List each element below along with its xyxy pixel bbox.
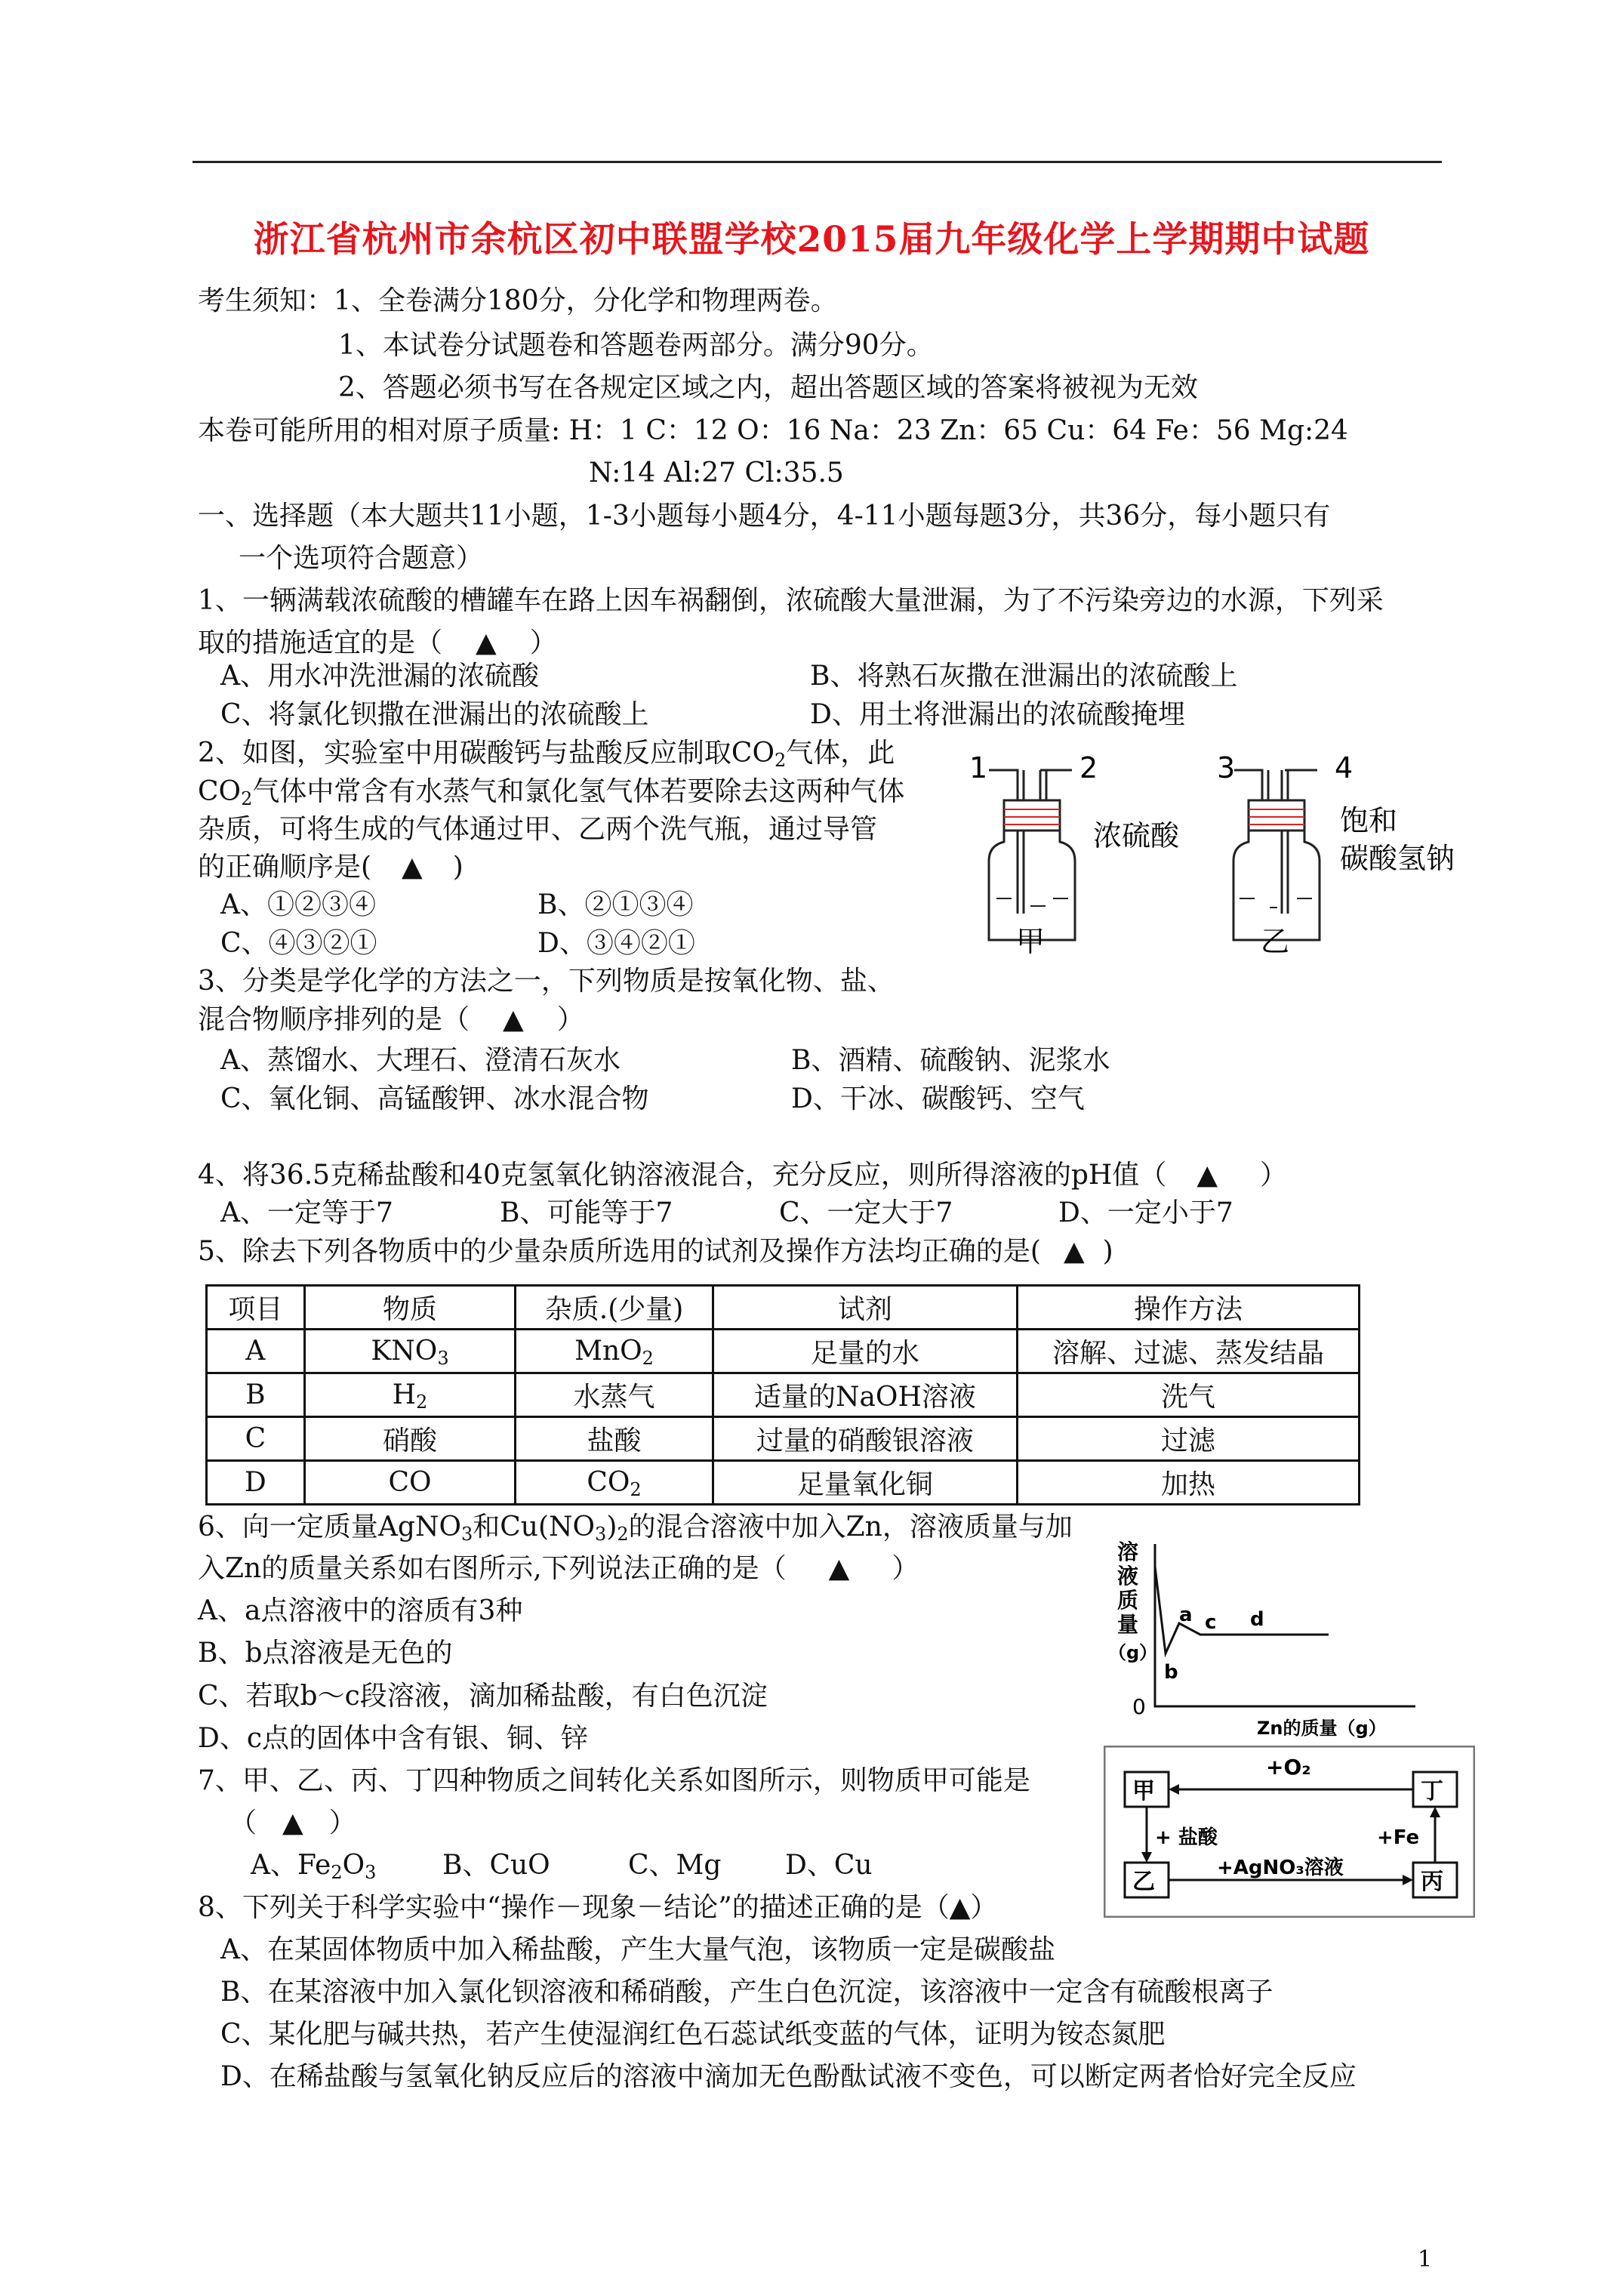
answer-marker: ▲ — [282, 1808, 303, 1838]
svg-text:4: 4 — [1335, 751, 1354, 784]
table-row — [207, 1461, 1360, 1505]
q2-stem: 2、如图，实验室中用碳酸钙与盐酸反应制取$CO_2$气体，此 — [198, 738, 895, 771]
answer-marker: ▲ — [476, 627, 497, 658]
svg-text:+Fe: +Fe — [1377, 1826, 1420, 1849]
table-cell: $KNO_3$ — [304, 1330, 516, 1373]
table-row — [207, 1373, 1360, 1417]
svg-text:d: d — [1250, 1608, 1264, 1631]
q3-option-d: D、干冰、碳酸钙、空气 — [791, 1083, 1085, 1114]
q3-option-c: C、氧化铜、高锰酸钾、冰水混合物 — [220, 1083, 649, 1114]
svg-text:溶: 溶 — [1117, 1539, 1139, 1564]
svg-text:0: 0 — [1132, 1694, 1146, 1719]
answer-marker: ▲ — [503, 1004, 524, 1035]
svg-text:+O₂: +O₂ — [1266, 1755, 1311, 1780]
page-number: 1 — [1418, 2246, 1433, 2273]
svg-text:a: a — [1179, 1604, 1193, 1626]
q6-option-d: D、c点的固体中含有银、铜、锌 — [198, 1723, 589, 1754]
q1-option-b: B、将熟石灰撒在泄漏出的浓硫酸上 — [810, 661, 1238, 692]
svg-text:2: 2 — [1079, 751, 1098, 784]
svg-text:质: 质 — [1117, 1588, 1139, 1613]
q8-option-b: B、在某溶液中加入氯化钡溶液和稀硝酸，产生白色沉淀，该溶液中一定含有硫酸根离子 — [220, 1977, 1273, 2008]
notice-line-3: 2、答题必须书写在各规定区域之内，超出答题区域的答案将被视为无效 — [338, 372, 1198, 403]
table-header-cell: 操作方法 — [1018, 1286, 1360, 1330]
table-header-cell: 杂质.(少量) — [516, 1286, 713, 1330]
q1-option-a: A、用水冲洗泄漏的浓硫酸 — [220, 661, 539, 692]
q3-stem: 3、分类是学化学的方法之一，下列物质是按氧化物、盐、 — [198, 966, 895, 997]
q1-stem: 1、一辆满载浓硫酸的槽罐车在路上因车祸翻倒，浓硫酸大量泄漏，为了不污染旁边的水源，下列采 — [198, 585, 1384, 616]
q6-option-b: B、b点溶液是无色的 — [198, 1638, 453, 1669]
q8-option-a: A、在某固体物质中加入稀盐酸，产生大量气泡，该物质一定是碳酸盐 — [220, 1934, 1055, 1965]
q2-option-a: A、①②③④ — [220, 889, 376, 920]
svg-text:Zn的质量（g）: Zn的质量（g） — [1257, 1718, 1387, 1739]
q8-option-d: D、在稀盐酸与氢氧化钠反应后的溶液中滴加无色酚酞试液不变色，可以断定两者恰好完全反应 — [220, 2061, 1357, 2092]
q6-option-c: C、若取b～c段溶液，滴加稀盐酸，有白色沉淀 — [198, 1681, 768, 1712]
q4-option-d: D、一定小于7 — [1058, 1197, 1233, 1228]
q7-option-c: C、Mg — [628, 1850, 722, 1881]
q1-stem-cont: 取的措施适宜的是（ ▲ ） — [198, 627, 557, 658]
table-cell: 过量的硝酸银溶液 — [713, 1417, 1017, 1461]
svg-text:甲: 甲 — [1016, 925, 1046, 958]
q2-option-d: D、③④②① — [537, 928, 695, 959]
table-cell: 足量的水 — [713, 1330, 1017, 1373]
table-cell: A — [207, 1330, 305, 1373]
q3-option-b: B、酒精、硫酸钠、泥浆水 — [791, 1045, 1110, 1076]
svg-text:3: 3 — [1217, 751, 1236, 784]
conversion-diagram — [1104, 1746, 1475, 1918]
q6-stem: 6、向一定质量AgNO$_3$和$Cu(NO_3)_2$的混合溶液中加入Zn，溶液质量与加 — [198, 1512, 1073, 1545]
q7-option-b: B、CuO — [442, 1850, 550, 1881]
table-cell: 加热 — [1018, 1461, 1360, 1505]
q7-stem-cont: （ ▲ ） — [229, 1808, 356, 1838]
q2-stem-4: 的正确顺序是( ▲ ) — [198, 852, 463, 883]
svg-text:乙: 乙 — [1132, 1869, 1155, 1895]
gas-washing-bottles-figure — [959, 747, 1480, 959]
svg-text:丁: 丁 — [1421, 1778, 1443, 1804]
table-cell: $CO_2$ — [516, 1461, 713, 1505]
q1-option-d: D、用土将泄漏出的浓硫酸掩埋 — [810, 699, 1185, 730]
svg-text:饱和: 饱和 — [1340, 804, 1398, 837]
q2-option-b: B、②①③④ — [537, 889, 694, 920]
answer-marker: ▲ — [828, 1553, 850, 1584]
table-cell: D — [207, 1461, 305, 1505]
answer-marker: ▲ — [949, 1892, 971, 1923]
answer-marker: ▲ — [1196, 1160, 1218, 1191]
notice-line-2: 1、本试卷分试题卷和答题卷两部分。满分90分。 — [338, 330, 934, 361]
table-cell: 适量的NaOH溶液 — [713, 1373, 1017, 1417]
q2-stem-3: 杂质，可将生成的气体通过甲、乙两个洗气瓶，通过导管 — [198, 814, 878, 845]
q1-option-c: C、将氯化钡撒在泄漏出的浓硫酸上 — [220, 699, 649, 730]
answer-marker: ▲ — [402, 852, 423, 883]
svg-text:b: b — [1164, 1661, 1178, 1684]
solution-mass-graph — [1102, 1536, 1419, 1740]
q4-stem: 4、将36.5克稀盐酸和40克氢氧化钠溶液混合，充分反应，则所得溶液的pH值（ ▲ ） — [198, 1160, 1288, 1191]
table-cell: 过滤 — [1018, 1417, 1360, 1461]
table-cell: 硝酸 — [304, 1417, 516, 1461]
q4-option-c: C、一定大于7 — [779, 1197, 953, 1228]
q8-option-c: C、某化肥与碱共热，若产生使湿润红色石蕊试纸变蓝的气体，证明为铵态氮肥 — [220, 2019, 1166, 2050]
svg-text:乙: 乙 — [1261, 925, 1290, 958]
atomic-mass-line-1: 本卷可能所用的相对原子质量: H：1 C：12 O：16 Na：23 Zn：65 Cu：64 Fe：56 Mg:24 — [198, 415, 1348, 446]
table-header-cell: 试剂 — [713, 1286, 1017, 1330]
q8-stem: 8、下列关于科学实验中“操作－现象－结论”的描述正确的是（▲） — [198, 1892, 998, 1923]
q7-stem: 7、甲、乙、丙、丁四种物质之间转化关系如图所示，则物质甲可能是 — [198, 1765, 1030, 1796]
svg-text:量: 量 — [1117, 1612, 1139, 1637]
table-cell: C — [207, 1417, 305, 1461]
table-cell: CO — [304, 1461, 516, 1505]
header-rule — [192, 161, 1442, 163]
svg-text:（g）: （g） — [1108, 1642, 1158, 1663]
table-header-cell: 物质 — [304, 1286, 516, 1330]
q7-option-d: D、Cu — [785, 1850, 873, 1881]
svg-text:碳酸氢钠: 碳酸氢钠 — [1340, 842, 1455, 875]
svg-text:1: 1 — [969, 751, 988, 784]
svg-text:c: c — [1205, 1611, 1217, 1634]
q3-option-a: A、蒸馏水、大理石、澄清石灰水 — [220, 1045, 621, 1076]
table-header-row — [207, 1286, 1360, 1330]
q7-option-a: A、$Fe_2O_3$ — [251, 1850, 377, 1883]
svg-text:+AgNO₃溶液: +AgNO₃溶液 — [1217, 1857, 1344, 1879]
table-row — [207, 1417, 1360, 1461]
atomic-mass-line-2: N:14 Al:27 Cl:35.5 — [589, 458, 844, 488]
table-header-cell: 项目 — [207, 1286, 305, 1330]
q5-stem: 5、除去下列各物质中的少量杂质所选用的试剂及操作方法均正确的是( ▲ ) — [198, 1236, 1113, 1267]
q5-table — [205, 1284, 1360, 1505]
section-heading: 一、选择题（本大题共11小题，1-3小题每小题4分，4-11小题每题3分，共36分，每小题只有 — [198, 501, 1331, 532]
svg-text:液: 液 — [1117, 1564, 1139, 1589]
table-cell: $H_2$ — [304, 1373, 516, 1417]
table-cell: B — [207, 1373, 305, 1417]
table-row — [207, 1330, 1360, 1373]
svg-text:丙: 丙 — [1421, 1869, 1443, 1895]
q4-option-b: B、可能等于7 — [500, 1197, 673, 1228]
q2-option-c: C、④③②① — [220, 928, 377, 959]
answer-marker: ▲ — [1063, 1236, 1085, 1267]
table-cell: 溶解、过滤、蒸发结晶 — [1018, 1330, 1360, 1373]
table-cell: 洗气 — [1018, 1373, 1360, 1417]
notice-line-1: 考生须知：1、全卷满分180分，分化学和物理两卷。 — [198, 285, 838, 316]
svg-text:浓硫酸: 浓硫酸 — [1093, 819, 1180, 852]
table-cell: 盐酸 — [516, 1417, 713, 1461]
q6-option-a: A、a点溶液中的溶质有3种 — [198, 1595, 523, 1626]
svg-text:+ 盐酸: + 盐酸 — [1155, 1826, 1218, 1849]
table-cell: 水蒸气 — [516, 1373, 713, 1417]
q6-stem-cont: 入Zn的质量关系如右图所示,下列说法正确的是（ ▲ ） — [198, 1553, 919, 1584]
q3-stem-cont: 混合物顺序排列的是（ ▲ ） — [198, 1004, 584, 1035]
q2-stem-2: $CO_2$气体中常含有水蒸气和氯化氢气体若要除去这两种气体 — [198, 776, 905, 809]
q1-stem-text: 取的措施适宜的是（ — [198, 627, 443, 658]
table-cell: 足量氧化铜 — [713, 1461, 1017, 1505]
q4-option-a: A、一定等于7 — [220, 1197, 393, 1228]
svg-text:甲: 甲 — [1132, 1778, 1155, 1804]
page-title: 浙江省杭州市余杭区初中联盟学校2015届九年级化学上学期期中试题 — [253, 219, 1370, 260]
table-cell: MnO$_2$ — [516, 1330, 713, 1373]
section-heading-cont: 一个选项符合题意） — [239, 543, 484, 574]
